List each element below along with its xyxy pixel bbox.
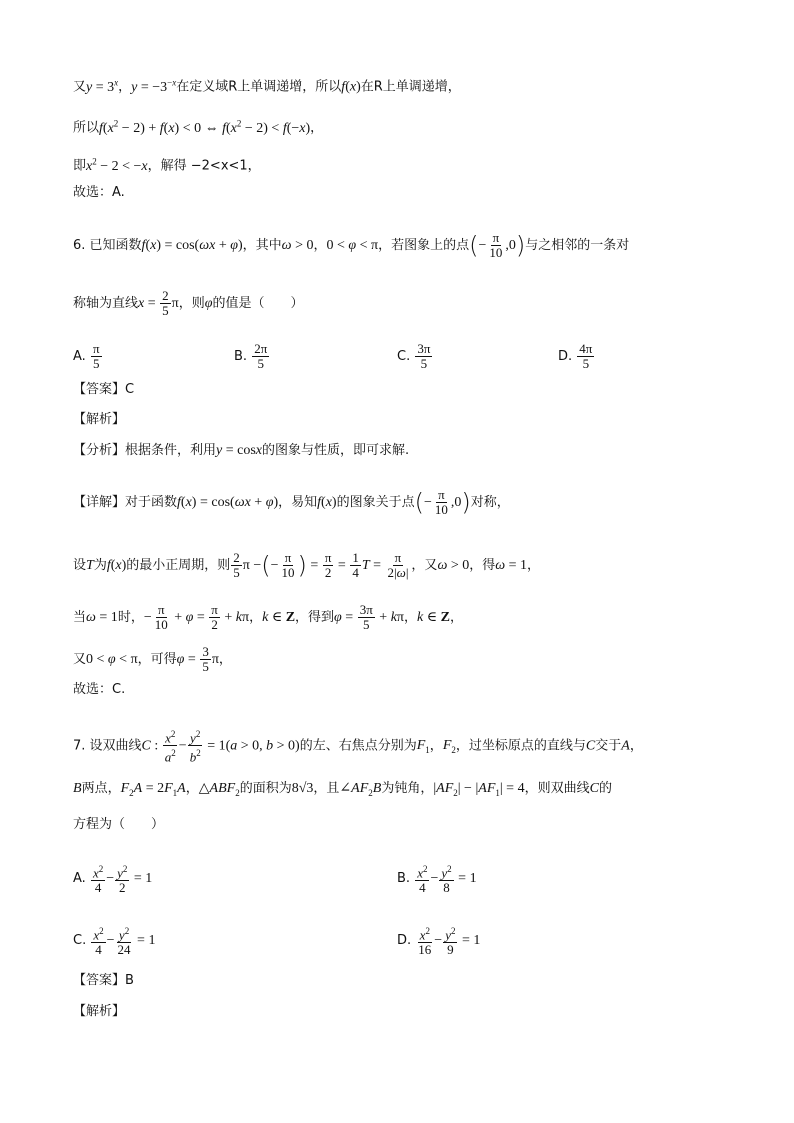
q6-option-a[interactable]: A. $\frac{\pi}{5}$ [73, 341, 100, 371]
q6-stem-line-2: 称轴为直线x = $\frac{2}{5}$ π，则φ的值是（ ） [73, 288, 304, 318]
text-line-3: 即$x^2 - 2 < -x$，解得 −2<x<1， [73, 156, 261, 174]
q6-stem-line-1: 6. 已知函数f(x) = cos(ωx + φ)，其中ω > 0，0 < φ < π，若图象上的点(− $\frac{\pi}{10}$ ,0)与之相邻的一条对 [73, 230, 630, 260]
text-line-4: 故选：A. [73, 185, 125, 200]
q7-stem-line-2: B两点，$F_2A = 2F_1A$，$\triangle ABF_2$的面积为8√3，且$\angle AF_2B$为钝角，$|AF_2| - |AF_1| = 4$，则双曲线C的 [73, 781, 612, 798]
q7-stem-line-3: 方程为（ ） [73, 817, 165, 832]
q6-conclusion: 故选：C. [73, 682, 126, 697]
q7-stem-line-1: 7. 设双曲线C : $\frac{x^2}{a^2}$ − $\frac{y^2}{b^2}$ = 1(a > 0, b > 0)的左、右焦点分别为$F_1$，$F_2$，过坐标原点的直线与C交于A， [73, 729, 643, 765]
q7-analysis-heading: 【解析】 [73, 1004, 126, 1019]
q6-xiangjie: 【详解】对于函数f(x) = cos(ωx + φ)，易知f(x)的图象关于点(− $\frac{\pi}{10}$ ,0)对称， [73, 487, 510, 517]
text-line-1: 又$y = 3^x$，$y = -3^{-x}$在定义域R上单调递增，所以f(x)在R上单调递增， [73, 77, 461, 95]
q6-answer: 【答案】C [73, 382, 135, 397]
q6-option-d[interactable]: D. $\frac{4\pi}{5}$ [558, 341, 593, 371]
q6-option-c[interactable]: C. $\frac{3\pi}{5}$ [397, 341, 431, 371]
q6-step-3: 又0 < φ < π，可得φ = $\frac{3}{5}$ π， [73, 644, 232, 674]
q6-step-2: 当ω = 1时，− $\frac{\pi}{10}$ + φ = $\frac{\pi}{2}$ + kπ，k ∈ Z，得到φ = $\frac{3\pi}{5}$ + kπ，k ∈ Z， [73, 602, 463, 632]
q7-option-a[interactable]: A. $\frac{x^2}{4}$ − $\frac{y^2}{2}$ = 1 [73, 864, 153, 896]
q7-answer: 【答案】B [73, 973, 134, 988]
q7-option-c[interactable]: C. $\frac{x^2}{4}$ − $\frac{y^2}{24}$ = 1 [73, 926, 156, 958]
q6-fenxi: 【分析】根据条件，利用y = cosx的图象与性质，即可求解. [73, 443, 410, 458]
text-line-2: 所以$f(x^2 - 2) + f(x) < 0$ ⇔ $f(x^2 - 2) < f(-x)$， [73, 118, 324, 136]
q6-analysis-heading: 【解析】 [73, 412, 126, 427]
q6-option-b[interactable]: B. $\frac{2\pi}{5}$ [234, 341, 268, 371]
q7-option-d[interactable]: D. $\frac{x^2}{16}$ − $\frac{y^2}{9}$ = 1 [397, 926, 481, 958]
q7-option-b[interactable]: B. $\frac{x^2}{4}$ − $\frac{y^2}{8}$ = 1 [397, 864, 477, 896]
q6-step-1: 设T为f(x)的最小正周期，则 $\frac{2}{5}$ π −(− $\frac{\pi}{10}$ ) = $\frac{\pi}{2}$ = $\frac{1}{4}$ T = $\frac{\pi}{2|\omega|}$ ，又ω > 0，得ω = 1， [73, 550, 541, 580]
